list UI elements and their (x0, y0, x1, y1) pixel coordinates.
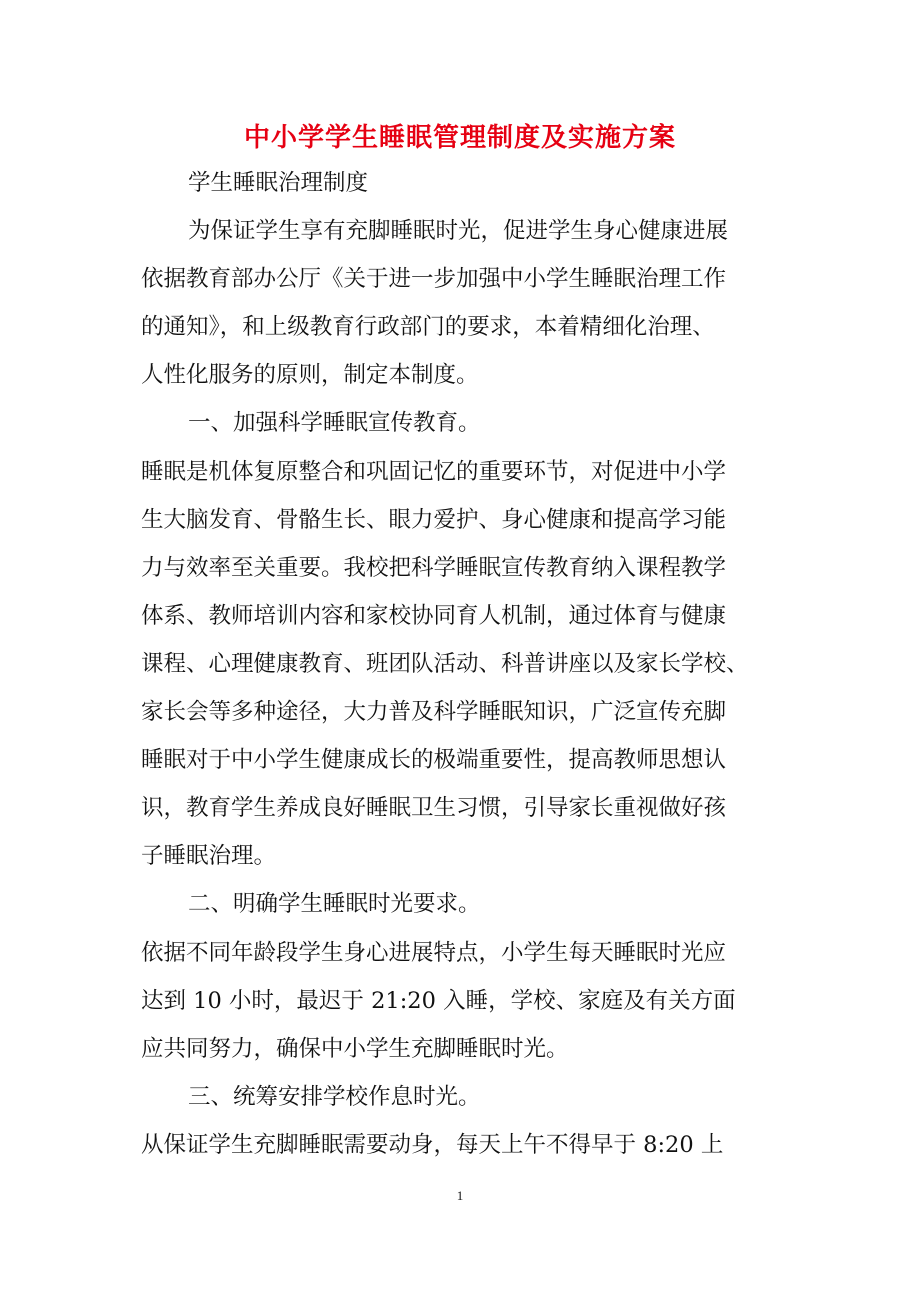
section-heading: 二、明确学生睡眠时光要求。 (188, 891, 481, 917)
paragraph-line: 应共同努力，确保中小学生充脚睡眠时光。 (141, 1036, 569, 1062)
paragraph-line: 课程、心理健康教育、班团队活动、科普讲座以及家长学校、 (141, 651, 749, 677)
paragraph-line: 达到 10 小时，最迟于 21:20 入睡，学校、家庭及有关方面 (141, 988, 736, 1014)
paragraph-line: 人性化服务的原则，制定本制度。 (141, 362, 479, 388)
paragraph-line: 睡眠是机体复原整合和巩固记忆的重要环节，对促进中小学 (141, 459, 727, 485)
section-heading: 三、统筹安排学校作息时光。 (188, 1084, 481, 1110)
subtitle-line: 学生睡眠治理制度 (188, 170, 369, 196)
document-title: 中小学学生睡眠管理制度及实施方案 (243, 123, 676, 153)
paragraph-line: 为保证学生享有充脚睡眠时光，促进学生身心健康进展 (188, 218, 729, 244)
paragraph-line: 体系、教师培训内容和家校协同育人机制，通过体育与健康 (141, 603, 727, 629)
paragraph-line: 识，教育学生养成良好睡眠卫生习惯，引导家长重视做好孩 (141, 795, 727, 821)
paragraph-line: 子睡眠治理。 (141, 843, 277, 869)
paragraph-line: 家长会等多种途径，大力普及科学睡眠知识，广泛宣传充脚 (141, 699, 727, 725)
paragraph-line: 睡眠对于中小学生健康成长的极端重要性，提高教师思想认 (141, 747, 727, 773)
paragraph-line: 的通知》，和上级教育行政部门的要求，本着精细化治理、 (141, 314, 715, 340)
section-heading: 一、加强科学睡眠宣传教育。 (188, 410, 481, 436)
paragraph-line: 从保证学生充脚睡眠需要动身，每天上午不得早于 8:20 上 (141, 1132, 724, 1158)
page-number: 1 (456, 1188, 464, 1203)
paragraph-line: 生大脑发育、骨骼生长、眼力爱护、身心健康和提高学习能 (141, 507, 727, 533)
paragraph-line: 依据教育部办公厅《关于进一步加强中小学生睡眠治理工作 (141, 266, 727, 292)
paragraph-line: 力与效率至关重要。我校把科学睡眠宣传教育纳入课程教学 (141, 555, 727, 581)
paragraph-line: 依据不同年龄段学生身心进展特点，小学生每天睡眠时光应 (141, 940, 727, 966)
